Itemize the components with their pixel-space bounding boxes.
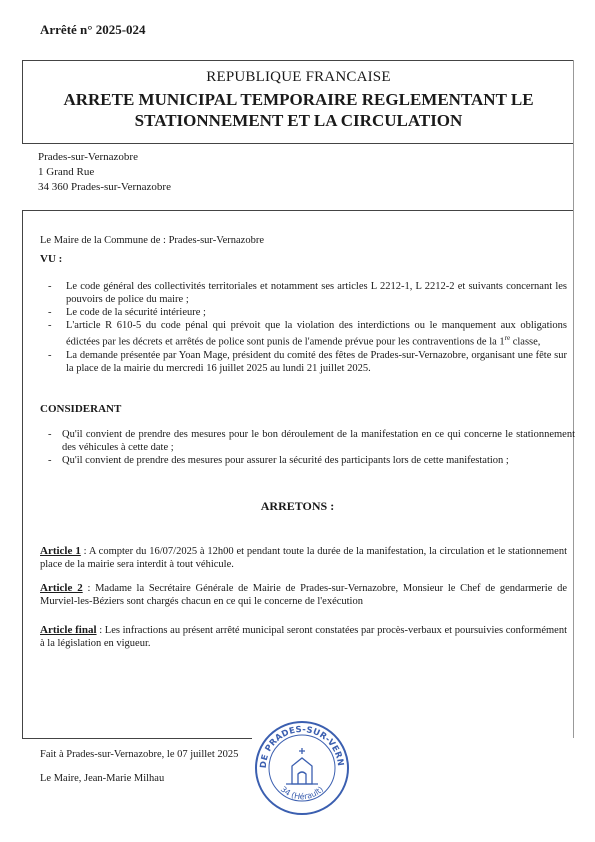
- considerant-item: - Qu'il convient de prendre des mesures pour le bon déroulement de la manifestation en ce qui concerne le stationnement des véhicules à cette date ;: [40, 428, 575, 454]
- footer-rule: [22, 738, 252, 739]
- arretons-heading: ARRETONS :: [260, 499, 335, 513]
- article-final-text: : Les infractions au présent arrêté municipal seront constatées par procès-verbaux et poursuivies conformément à la législation en vigueur.: [40, 625, 567, 649]
- title-line-1: ARRETE MUNICIPAL TEMPORAIRE REGLEMENTANT LE: [63, 90, 534, 109]
- vu-item-text: L'article R 610-5 du code pénal qui prévoit que la violation des interdictions ou le manquement aux obligations édictées par les décrets et arrêtés de police sont punis de l'amende prévue pour les contraventions de la 1: [66, 320, 567, 348]
- mairie-address: [38, 150, 171, 195]
- title-line-2: STATIONNEMENT ET LA CIRCULATION: [134, 111, 463, 130]
- considerant-list: [40, 428, 575, 467]
- article-1-label: Article 1: [40, 545, 81, 557]
- considerant-heading: CONSIDERANT: [40, 403, 122, 415]
- article-1: [40, 545, 567, 571]
- article-final-label: Article final: [40, 624, 97, 636]
- address-line-1: Prades-sur-Vernazobre: [38, 151, 138, 163]
- page-title: [23, 89, 574, 131]
- maire-line: Le Maire de la Commune de : Prades-sur-Vernazobre: [40, 235, 264, 246]
- article-2-text: : Madame la Secrétaire Générale de Mairie de Prades-sur-Vernazobre, Monsieur le Chef de gendarmerie de Murviel-les-Béziers sont chargés chacun en ce qui le concerne de l'exécution: [40, 583, 567, 607]
- ordinal-suffix: re: [504, 334, 511, 342]
- address-line-3: 34 360 Prades-sur-Vernazobre: [38, 181, 171, 193]
- side-rule: [573, 60, 574, 738]
- vu-item: - La demande présentée par Yoan Mage, président du comité des fêtes de Prades-sur-Vernazobre, organisant une fête sur la place de la mairie du mercredi 16 juillet 2025 au lundi 21 juillet 2025.: [40, 349, 567, 375]
- title-box: [22, 60, 574, 144]
- article-final: [40, 624, 567, 650]
- article-2-label: Article 2: [40, 582, 83, 594]
- vu-heading: VU :: [40, 253, 63, 265]
- decree-reference: Arrêté n° 2025-024: [40, 22, 146, 37]
- mairie-stamp-icon: [252, 718, 352, 818]
- fait-line: Fait à Prades-sur-Vernazobre, le 07 juillet 2025: [40, 749, 239, 760]
- stamp-text: DE PRADES-SUR-VERN: [258, 724, 346, 769]
- considerant-item: - Qu'il convient de prendre des mesures pour assurer la sécurité des participants lors de cette manifestation ;: [40, 454, 575, 467]
- vu-item: - Le code de la sécurité intérieure ;: [40, 306, 567, 319]
- stamp-sub: 34 (Hérault): [278, 784, 326, 802]
- signature-line: Le Maire, Jean-Marie Milhau: [40, 773, 165, 784]
- vu-item: [40, 319, 567, 349]
- article-2: [40, 582, 567, 608]
- republic-heading: REPUBLIQUE FRANCAISE: [206, 69, 391, 85]
- svg-text:34 (Hérault): [279, 785, 325, 802]
- vu-list: [40, 280, 567, 375]
- vu-item: - Le code général des collectivités territoriales et notamment ses articles L 2212-1, L 2212-2 et suivants concernant les pouvoirs de police du maire ;: [40, 280, 567, 306]
- address-line-2: 1 Grand Rue: [38, 166, 95, 178]
- vu-item-end: classe,: [510, 336, 541, 348]
- article-1-text: : A compter du 16/07/2025 à 12h00 et pendant toute la durée de la manifestation, la circulation et le stationnement place de la mairie sera interdit à tout véhicule.: [40, 546, 567, 570]
